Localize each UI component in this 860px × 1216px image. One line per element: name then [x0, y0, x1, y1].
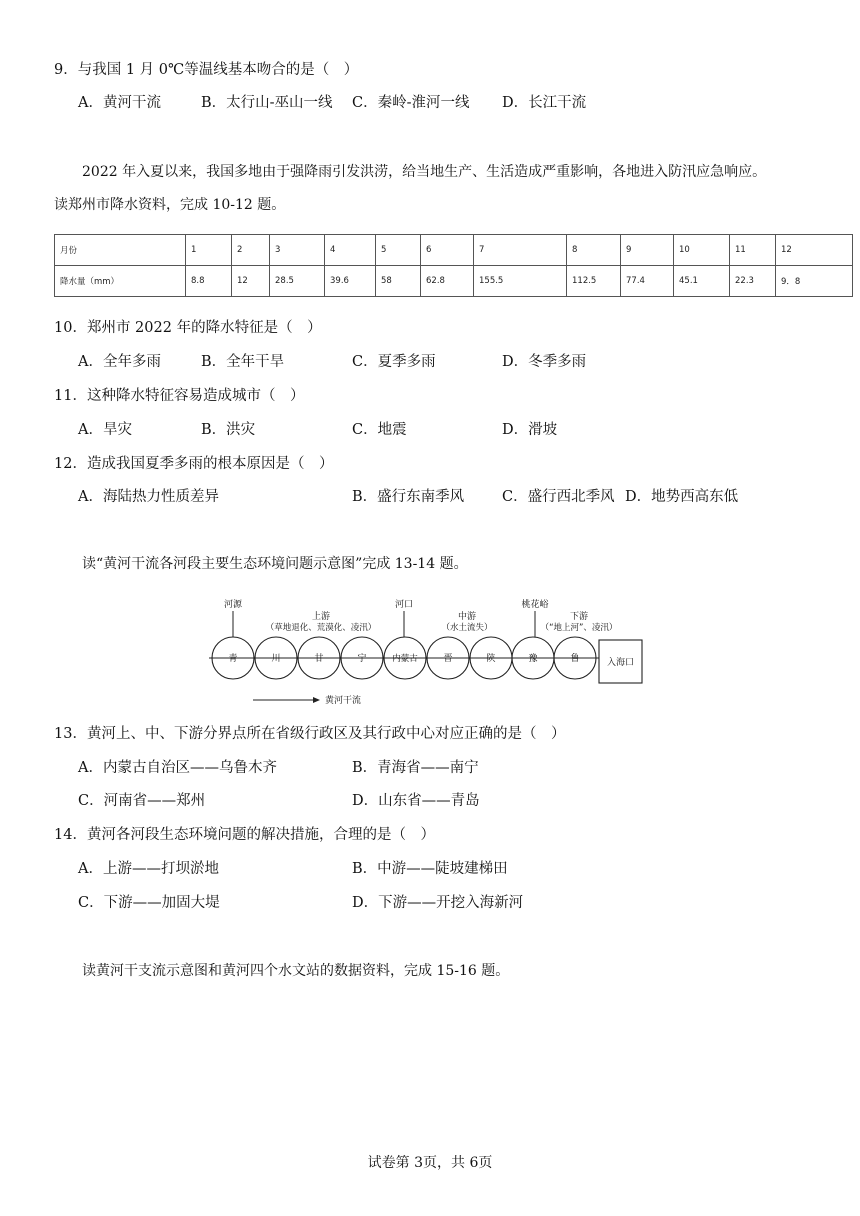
province-label: 宁: [357, 654, 367, 664]
province-label: 晋: [443, 654, 453, 664]
q11-option-b[interactable]: B．洪灾: [201, 422, 256, 438]
q9-option-a[interactable]: A．黄河干流: [78, 95, 161, 111]
q14-option-a[interactable]: A．上游——打坝淤地: [78, 861, 219, 877]
rainfall-cell: 112.5: [567, 266, 621, 297]
row-header-rainfall: 降水量（mm）: [55, 266, 186, 297]
province-label: 豫: [528, 654, 538, 664]
rainfall-cell: 22.3: [730, 266, 776, 297]
rainfall-cell: 62.8: [421, 266, 474, 297]
month-cell: 11: [730, 235, 776, 266]
flow-label: 黄河干流: [325, 696, 362, 706]
province-label: 陕: [486, 654, 496, 664]
month-cell: 12: [776, 235, 853, 266]
q11-stem: 11．这种降水特征容易造成城市（ ）: [54, 388, 305, 404]
table-row-values: [55, 266, 853, 297]
month-cell: 8: [567, 235, 621, 266]
month-cell: 10: [674, 235, 730, 266]
month-cell: 2: [232, 235, 270, 266]
row-header-month: 月份: [55, 235, 186, 266]
q10-stem: 10．郑州市 2022 年的降水特征是（ ）: [54, 320, 322, 336]
month-cell: 9: [621, 235, 674, 266]
month-cell: 5: [376, 235, 421, 266]
taohuayu-label: 桃花峪: [521, 600, 549, 610]
rainfall-cell: 155.5: [474, 266, 567, 297]
q10-option-a[interactable]: A．全年多雨: [78, 354, 161, 370]
q10-option-b[interactable]: B．全年干旱: [201, 354, 285, 370]
middle-segment-issues: （水土流失）: [441, 623, 493, 633]
q9-option-c[interactable]: C．秦岭-淮河一线: [352, 95, 470, 111]
yellow-river-diagram: [205, 596, 645, 710]
province-label: 甘: [314, 654, 324, 664]
month-cell: 6: [421, 235, 474, 266]
q14-option-c[interactable]: C．下游——加固大堤: [78, 895, 220, 911]
table-row-months: [55, 235, 853, 266]
q13-stem: 13．黄河上、中、下游分界点所在省级行政区及其行政中心对应正确的是（ ）: [54, 726, 566, 742]
rainfall-cell: 77.4: [621, 266, 674, 297]
rainfall-cell: 28.5: [270, 266, 325, 297]
middle-segment-title: 中游: [457, 612, 477, 622]
q13-option-b[interactable]: B．青海省——南宁: [352, 760, 479, 776]
q11-option-c[interactable]: C．地震: [352, 422, 407, 438]
lower-segment-issues: （“地上河”、凌汛）: [540, 623, 618, 633]
lower-segment-title: 下游: [569, 612, 589, 622]
q10-option-c[interactable]: C．夏季多雨: [352, 354, 436, 370]
q13-option-a[interactable]: A．内蒙古自治区——乌鲁木齐: [78, 760, 277, 776]
q11-option-a[interactable]: A．旱灾: [78, 422, 132, 438]
province-label: 川: [271, 654, 281, 664]
page-footer: 试卷第 3页，共 6页: [367, 1155, 493, 1171]
intro-10-12-line2: 读郑州市降水资料，完成 10-12 题。: [54, 197, 286, 213]
q13-option-d[interactable]: D．山东省——青岛: [352, 793, 480, 809]
rainfall-cell: 12: [232, 266, 270, 297]
q12-option-b[interactable]: B．盛行东南季风: [352, 489, 465, 505]
month-cell: 3: [270, 235, 325, 266]
upper-segment-issues: （草地退化、荒漠化、凌汛）: [265, 623, 377, 633]
flow-arrow-icon: [313, 697, 320, 703]
month-cell: 4: [325, 235, 376, 266]
q14-option-d[interactable]: D．下游——开挖入海新河: [352, 895, 524, 911]
q13-option-c[interactable]: C．河南省——郑州: [78, 793, 206, 809]
source-label: 河源: [223, 600, 243, 610]
rainfall-cell: 58: [376, 266, 421, 297]
q12-option-c[interactable]: C．盛行西北季风: [502, 489, 615, 505]
q11-option-d[interactable]: D．滑坡: [502, 422, 558, 438]
q12-option-d[interactable]: D．地势西高东低: [625, 489, 739, 505]
q10-option-d[interactable]: D．冬季多雨: [502, 354, 587, 370]
q14-option-b[interactable]: B．中游——陡坡建梯田: [352, 861, 508, 877]
rainfall-table: [54, 234, 853, 297]
upper-segment-title: 上游: [311, 612, 331, 622]
province-label: 青: [228, 654, 238, 664]
intro-13-14: 读“黄河干流各河段主要生态环境问题示意图”完成 13-14 题。: [82, 556, 468, 572]
month-cell: 7: [474, 235, 567, 266]
sea-mouth-label: 入海口: [606, 658, 635, 668]
month-cell: 1: [186, 235, 232, 266]
q12-stem: 12．造成我国夏季多雨的根本原因是（ ）: [54, 456, 334, 472]
province-label: 鲁: [570, 654, 580, 664]
q9-option-d[interactable]: D．长江干流: [502, 95, 587, 111]
rainfall-cell: 39.6: [325, 266, 376, 297]
hekou-label: 河口: [394, 600, 414, 610]
q9-option-b[interactable]: B．太行山-巫山一线: [201, 95, 333, 111]
rainfall-cell: 9．8: [776, 266, 853, 297]
q14-stem: 14．黄河各河段生态环境问题的解决措施，合理的是（ ）: [54, 827, 435, 843]
q12-option-a[interactable]: A．海陆热力性质差异: [78, 489, 219, 505]
province-label: 内蒙古: [392, 654, 418, 664]
intro-15-16: 读黄河干支流示意图和黄河四个水文站的数据资料，完成 15-16 题。: [82, 963, 510, 979]
intro-10-12-line1: 2022 年入夏以来，我国多地由于强降雨引发洪涝，给当地生产、生活造成严重影响，各地进入防汛应急响应。: [82, 164, 767, 180]
q9-stem: 9．与我国 1 月 0℃等温线基本吻合的是（ ）: [54, 62, 359, 78]
rainfall-cell: 8.8: [186, 266, 232, 297]
rainfall-cell: 45.1: [674, 266, 730, 297]
